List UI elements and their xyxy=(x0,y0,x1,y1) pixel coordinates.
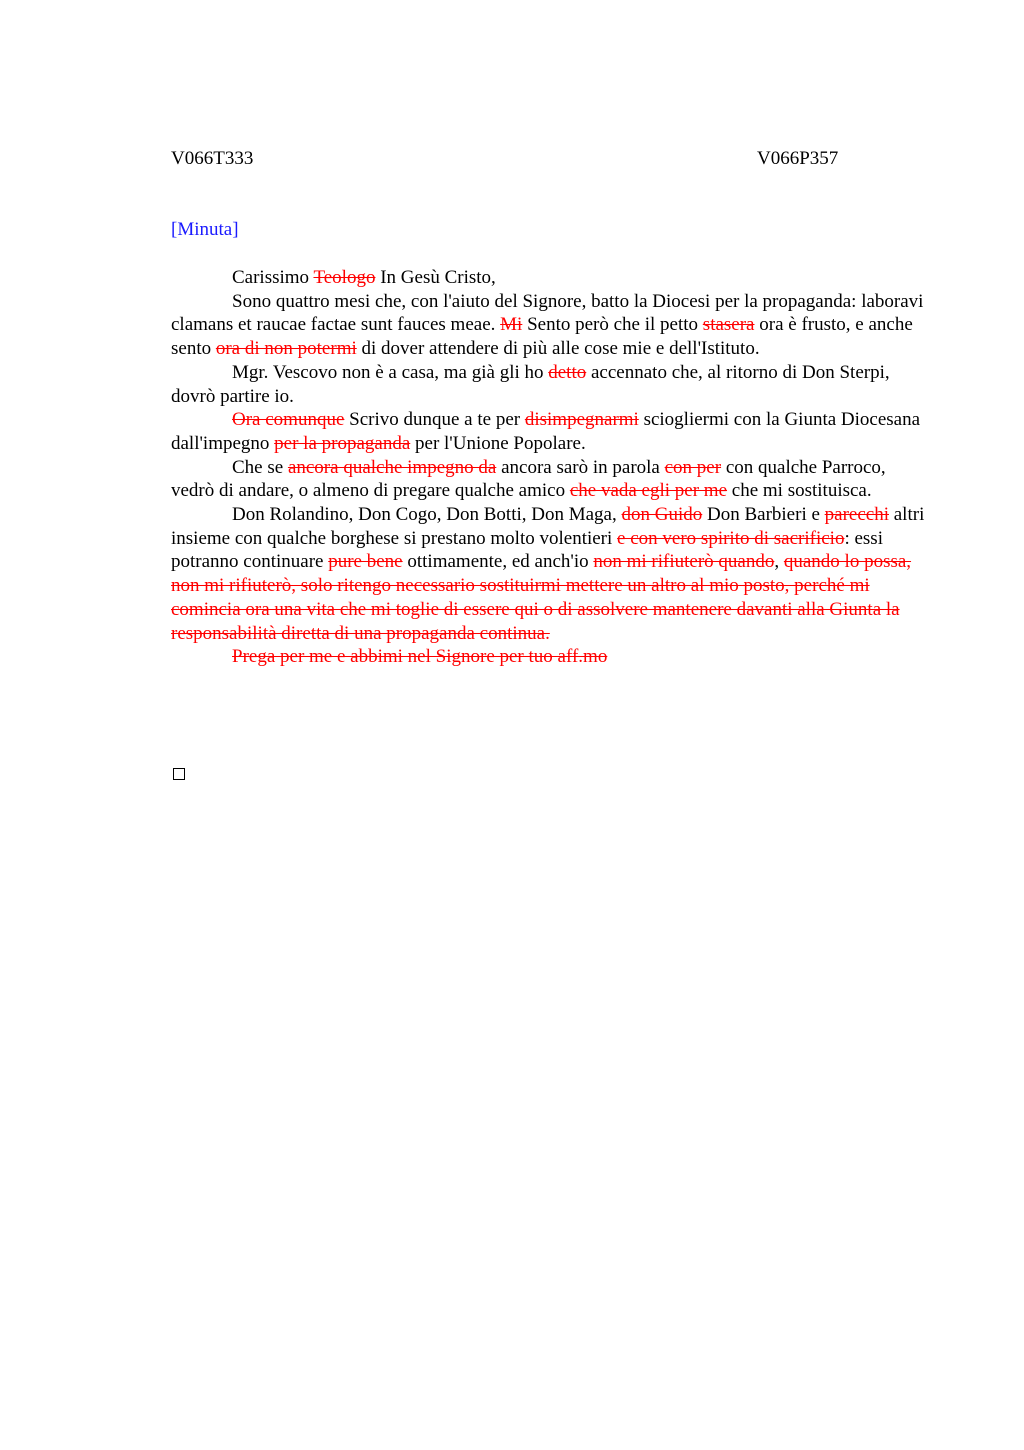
letter-text: che mi sostituisca. xyxy=(727,480,872,502)
letter-paragraph xyxy=(171,503,931,645)
letter-paragraph xyxy=(171,456,931,503)
letter-text: Don Rolandino, Don Cogo, Don Botti, Don Maga, xyxy=(232,504,622,526)
letter-text: Don Barbieri e xyxy=(702,504,825,526)
deleted-text: disimpegnarmi xyxy=(524,409,639,431)
deleted-text: Prega per me e abbimi nel Signore per tuo aff.mo xyxy=(232,646,608,668)
letter-text: accennato che, al ritorno di Don Sterpi, dovrò partire io. xyxy=(171,361,890,407)
letter-text: Carissimo xyxy=(232,267,314,288)
letter-text: con qualche Parroco, vedrò di andare, o almeno di pregare qualche amico xyxy=(171,456,886,502)
deleted-text: non mi rifiuterò quando xyxy=(593,551,775,573)
minuta-label: [Minuta] xyxy=(171,219,239,240)
letter-text: ancora sarò in parola xyxy=(496,456,665,478)
letter-text: Che se xyxy=(232,456,288,478)
letter-text: : essi potranno continuare xyxy=(171,527,883,573)
letter-text: Sento però che il petto xyxy=(522,314,703,336)
deleted-text: detto xyxy=(548,361,587,383)
letter-paragraph xyxy=(171,361,931,408)
header-left-code: V066T333 xyxy=(171,148,254,169)
deleted-text: Mi xyxy=(500,314,523,336)
letter-text: , xyxy=(774,551,784,573)
deleted-text: ancora qualche impegno da xyxy=(287,456,497,478)
letter-paragraph xyxy=(171,266,931,290)
letter-text: Sono quattro mesi che, con l'aiuto del Signore, batto la Diocesi per la propaganda: laboravi clamans et raucae factae sunt fauces meae. xyxy=(171,290,924,336)
deleted-text: Ora comunque xyxy=(232,409,345,431)
deleted-text: che vada egli per me xyxy=(569,480,728,502)
letter-text: ora è frusto, e anche sento xyxy=(171,314,913,360)
deleted-text: pure bene xyxy=(328,551,403,573)
deleted-text: parecchi xyxy=(824,504,889,526)
letter-paragraph xyxy=(171,645,931,669)
letter-paragraph xyxy=(171,290,931,361)
letter-body xyxy=(171,266,931,669)
deleted-text: stasera xyxy=(702,314,755,336)
letter-text: di dover attendere di più alle cose mie e dell'Istituto. xyxy=(356,338,760,360)
header-right-code: V066P357 xyxy=(757,148,839,169)
letter-text: In Gesù Cristo, xyxy=(375,267,496,288)
checkbox-square-icon xyxy=(173,768,185,780)
deleted-text: e con vero spirito di sacrificio xyxy=(617,527,845,549)
deleted-text: quando lo possa, non mi rifiuterò, solo ritengo necessario sostituirmi mettere un altro al mio posto, perché mi comincia ora una vita che mi toglie di essere qui o di assolvere mantenere davanti alla Giunta la responsabilità diretta di una propaganda continua. xyxy=(171,551,912,644)
letter-text: Mgr. Vescovo non è a casa, ma già gli ho xyxy=(232,361,549,383)
letter-text: ottimamente, ed anch'io xyxy=(402,551,594,573)
deleted-text: don Guido xyxy=(621,504,703,526)
deleted-text: con per xyxy=(664,456,722,478)
deleted-text: ora di non potermi xyxy=(215,338,357,360)
letter-text: sciogliermi con la Giunta Diocesana dall'impegno xyxy=(171,409,921,454)
letter-paragraph xyxy=(171,408,931,455)
letter-text: altri insieme con qualche borghese si prestano molto volentieri xyxy=(171,504,925,549)
deleted-text: Teologo xyxy=(313,267,376,288)
letter-text: Scrivo dunque a te per xyxy=(344,409,525,431)
letter-text: per l'Unione Popolare. xyxy=(410,432,586,454)
deleted-text: per la propaganda xyxy=(274,432,411,454)
